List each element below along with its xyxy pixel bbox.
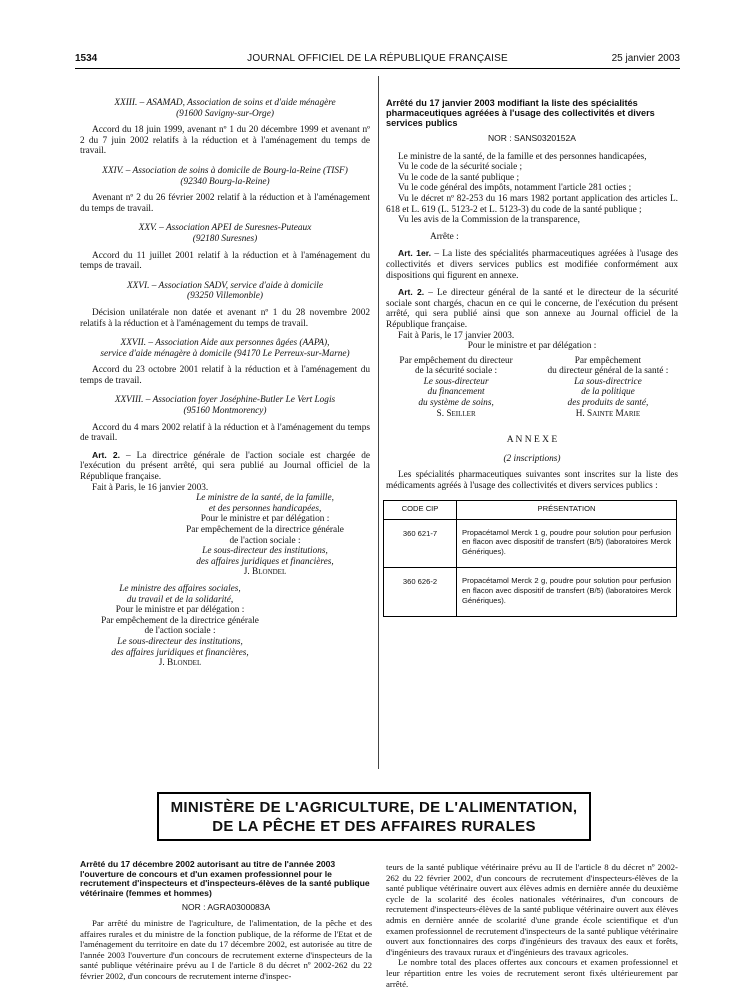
article-2 bbox=[80, 450, 370, 483]
article-label: Art. 1er. bbox=[398, 248, 431, 259]
decree-title: Arrêté du 17 décembre 2002 autorisant au titre de l'année 2003 l'ouverture de concours et d'un examen professionnel pour le recrutement d'inspecteurs et d'inspecteurs-élèves de la santé publique vétérinaire (femmes et hommes) bbox=[80, 859, 370, 898]
specialties-table bbox=[383, 500, 677, 618]
table-row bbox=[384, 568, 677, 617]
signatory-name: J. Blondel bbox=[158, 658, 202, 669]
intro-line: Vu le décret nº 82-253 du 16 mars 1982 portant application des articles L. 618 et L. 619 (L. 5123-2 et L. 5123-3) du code de la santé publique ; bbox=[386, 193, 678, 215]
ministry-line-2: DE LA PÊCHE ET DES AFFAIRES RURALES bbox=[212, 818, 536, 835]
entry-title: XXVIII. – Association foyer Joséphine-Butler Le Vert Logis bbox=[114, 395, 336, 406]
entry-location: (92180 Suresnes) bbox=[192, 233, 258, 244]
entry-title: XXVI. – Association SADV, service d'aide à domicile bbox=[126, 280, 324, 291]
done-at: Fait à Paris, le 17 janvier 2003. bbox=[398, 330, 515, 341]
ministry-heading bbox=[157, 792, 591, 841]
nor-reference: NOR : SANS0320152A bbox=[488, 133, 576, 143]
entry-xxvi bbox=[80, 281, 370, 329]
sig-line: Le sous-directeur des institutions, bbox=[202, 546, 328, 557]
sig-line: La sous-directrice bbox=[574, 376, 642, 387]
decree-title: Arrêté du 17 janvier 2003 modifiant la liste des spécialités pharmaceutiques agréées à l'usage des collectivités et divers services publics bbox=[386, 98, 655, 128]
left-column bbox=[80, 98, 370, 669]
article-label: Art. 2. bbox=[92, 449, 120, 460]
entry-text: Accord du 11 juillet 2001 relatif à la réduction et à l'aménagement du temps de travail. bbox=[80, 250, 370, 272]
column-separator bbox=[378, 76, 379, 769]
sig-line: des affaires juridiques et financières, bbox=[196, 556, 334, 567]
sig-line: du système de soins, bbox=[418, 398, 494, 409]
sig-line: Le sous-directeur des institutions, bbox=[117, 636, 243, 647]
cip-code: 360 626-2 bbox=[384, 568, 457, 617]
sig-line: Par empêchement de la directrice générale bbox=[186, 525, 344, 535]
cip-code: 360 621-7 bbox=[384, 519, 457, 568]
signatory-name: H. Sainte Marie bbox=[575, 408, 641, 419]
entry-text: Accord du 23 octobre 2001 relatif à la réduction et à l'aménagement du temps de travail. bbox=[80, 365, 370, 386]
sig-line: Le sous-directeur bbox=[423, 376, 489, 387]
article-2 bbox=[386, 287, 678, 330]
article-text: – Le directeur général de la santé et le directeur de la sécurité sociale sont chargés, chacun en ce qui le concerne, de l'exécution du présent arrêté, qui sera publié ainsi que son annexe au Journal officiel de la République française. bbox=[386, 288, 678, 330]
entry-text: Accord du 18 juin 1999, avenant nº 1 du 20 décembre 1999 et avenant nº 2 du 7 juin 2002 relatifs à la réduction et à l'aménagement du temps de travail. bbox=[80, 125, 370, 157]
header-rule bbox=[75, 68, 680, 69]
issue-date: 25 janvier 2003 bbox=[611, 53, 680, 64]
article-label: Art. 2. bbox=[398, 287, 425, 298]
sig-line: de l'action sociale : bbox=[144, 626, 216, 637]
bottom-left-column bbox=[80, 860, 372, 982]
sig-line: Pour le ministre et par délégation : bbox=[115, 605, 245, 616]
entry-location: (91600 Savigny-sur-Orge) bbox=[176, 108, 274, 119]
decree-text-final: Le nombre total des places offertes aux concours et examen professionnel et leur répartition entre les voies de recrutement seront fixés ultérieurement par arrêté. bbox=[386, 957, 678, 989]
article-text: – La liste des spécialités pharmaceutiques agréées à l'usage des collectivités et divers services publics est modifiée conformément aux dispositions qui figurent en annexe. bbox=[386, 249, 678, 281]
sig-line: des produits de santé, bbox=[567, 398, 649, 409]
journal-title: JOURNAL OFFICIEL DE LA RÉPUBLIQUE FRANÇAISE bbox=[247, 53, 508, 64]
article-1 bbox=[386, 248, 678, 281]
entry-title: XXV. – Association APEI de Suresnes-Puteaux bbox=[138, 223, 312, 234]
signatory-name: J. Blondel bbox=[243, 567, 287, 578]
intro-line: Vu les avis de la Commission de la transparence, bbox=[398, 215, 580, 226]
sig-line: Le ministre de la santé, de la famille, bbox=[196, 493, 334, 504]
entry-title: XXVII. – Association Aide aux personnes âgées (AAPA), bbox=[120, 338, 330, 349]
intro-line: Vu le code général des impôts, notamment l'article 281 octies ; bbox=[398, 183, 632, 194]
annexe-intro: Les spécialités pharmaceutiques suivantes sont inscrites sur la liste des médicaments agréés à l'usage des collectivités et divers services publics : bbox=[386, 470, 678, 492]
intro-line: Vu le code de la santé publique ; bbox=[398, 172, 520, 183]
sig-line: Par empêchement bbox=[574, 355, 642, 366]
sig-line: du financement bbox=[427, 387, 485, 398]
entry-xxiv bbox=[80, 166, 370, 214]
entry-title: XXIV. – Association de soins à domicile de Bourg-la-Reine (TISF) bbox=[102, 165, 348, 176]
sig-line: du directeur général de la santé : bbox=[547, 366, 669, 377]
sig-line: Pour le ministre et par délégation : bbox=[200, 514, 330, 525]
right-column bbox=[386, 98, 678, 617]
intro-line: Le ministre de la santé, de la famille et des personnes handicapées, bbox=[398, 151, 647, 162]
entry-text: Accord du 4 mars 2002 relatif à la réduction et à l'aménagement du temps de travail. bbox=[80, 422, 370, 444]
sig-line: du travail et de la solidarité, bbox=[126, 594, 234, 605]
intro-line: Vu le code de la sécurité sociale ; bbox=[398, 162, 523, 173]
column-header-presentation: PRÉSENTATION bbox=[457, 500, 677, 519]
annexe-title: A N N E X E bbox=[506, 435, 558, 446]
table-header-row bbox=[384, 500, 677, 519]
signature-right bbox=[538, 356, 678, 420]
sig-line: et des personnes handicapées, bbox=[208, 503, 322, 514]
entry-location: (93250 Villemonble) bbox=[187, 291, 263, 302]
entry-text: Avenant nº 2 du 26 février 2002 relatif à la réduction et à l'aménagement du temps de travail. bbox=[80, 193, 370, 214]
decree-text: Par arrêté du ministre de l'agriculture, de l'alimentation, de la pêche et des affaires rurales et du ministre de la fonction publique, de la réforme de l'Etat et de l'aménagement du territoire en date du 17 décembre 2002, est autorisée au titre de l'année 2003 l'ouverture d'un concours de recrutement externe d'inspecteurs de la santé publique vétérinaire prévu au I de l'article 8 du décret nº 2002-262 du 22 février 2002, d'un concours de recrutement interne d'inspec- bbox=[80, 917, 372, 981]
sig-line: Par empêchement de la directrice générale bbox=[101, 615, 259, 626]
signature-block-1 bbox=[160, 493, 370, 578]
table-row bbox=[384, 519, 677, 568]
article-text: – La directrice générale de l'action sociale est chargée de l'exécution du présent arrêté, qui sera publié au Journal officiel de la République française. bbox=[80, 450, 371, 483]
entry-location: (92340 Bourg-la-Reine) bbox=[180, 176, 270, 187]
decree-text-continued: teurs de la santé publique vétérinaire prévu au II de l'article 8 du décret nº 2002-262 du 22 février 2002, d'un concours de recrutement d'inspecteurs-élèves de la santé publique vétérinaire ouvert aux élèves admis en dernière année du deuxième cycle de la scolarité des écoles nationales vétérinaires, d'un concours de recrutement d'inspecteurs-élèves de la santé publique vétérinaire ouvert aux élèves admis en dernière année de scolarité d'une grande école scientifique et d'un examen professionnel de recrutement d'inspecteurs de la santé publique vétérinaire ouvert aux fonctionnaires des corps d'ingénieurs des travaux des eaux et forêts, d'ingénieurs des travaux ruraux et d'ingénieurs des travaux agricoles. bbox=[386, 862, 678, 957]
presentation-cell: Propacétamol Merck 2 g, poudre pour solution pour perfusion en flacon avec dispositif de transfert (B/5) (laboratoires Merck Génériques). bbox=[457, 568, 677, 617]
signature-block-2 bbox=[80, 584, 280, 669]
done-at: Fait à Paris, le 16 janvier 2003. bbox=[92, 482, 209, 493]
signatures bbox=[386, 356, 678, 420]
signature-left bbox=[386, 356, 526, 420]
entry-xxv bbox=[80, 223, 370, 271]
signatory-name: S. Seiller bbox=[436, 408, 476, 419]
entry-title: XXIII. – ASAMAD, Association de soins et d'aide ménagère bbox=[114, 98, 336, 108]
arrete-label: Arrête : bbox=[430, 231, 459, 242]
entry-text: Décision unilatérale non datée et avenant nº 1 du 28 novembre 2002 relatifs à la réduction et à l'aménagement du temps de travail. bbox=[80, 307, 370, 329]
delegation-line: Pour le ministre et par délégation : bbox=[467, 341, 597, 352]
sig-line: de la politique bbox=[581, 387, 635, 398]
entry-location: (95160 Montmorency) bbox=[183, 406, 267, 417]
entry-location: service d'aide ménagère à domicile (94170 Le Perreux-sur-Marne) bbox=[100, 348, 350, 359]
entry-xxiii bbox=[80, 98, 370, 157]
annexe-subtitle: (2 inscriptions) bbox=[503, 453, 561, 464]
entry-xxvii bbox=[80, 338, 370, 386]
column-header-code: CODE CIP bbox=[384, 500, 457, 519]
presentation-cell: Propacétamol Merck 1 g, poudre pour solution pour perfusion en flacon avec dispositif de transfert (B/5) (laboratoires Merck Génériques). bbox=[457, 519, 677, 568]
entry-xxviii bbox=[80, 395, 370, 443]
sig-line: de la sécurité sociale : bbox=[415, 366, 498, 377]
sig-line: Le ministre des affaires sociales, bbox=[119, 583, 241, 594]
sig-line: Par empêchement du directeur bbox=[399, 355, 513, 366]
sig-line: de l'action sociale : bbox=[229, 535, 301, 546]
page-number: 1534 bbox=[75, 53, 98, 64]
ministry-line-1: MINISTÈRE DE L'AGRICULTURE, DE L'ALIMENTATION, bbox=[170, 799, 578, 816]
bottom-right-column bbox=[386, 862, 678, 989]
page-header bbox=[75, 53, 680, 67]
nor-reference: NOR : AGRA0300083A bbox=[181, 902, 271, 913]
sig-line: des affaires juridiques et financières, bbox=[111, 647, 249, 658]
